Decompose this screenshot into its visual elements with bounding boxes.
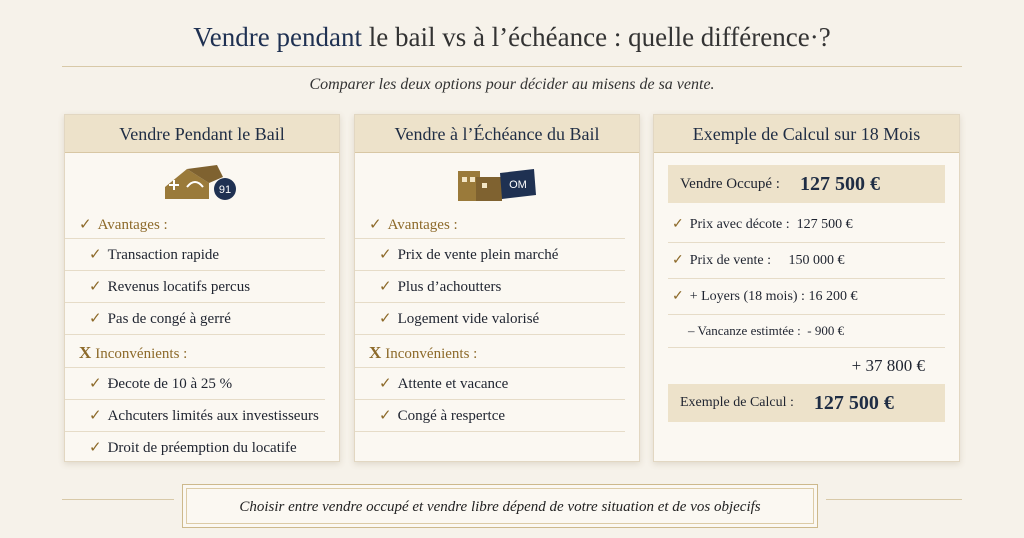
page-title: [0, 22, 1024, 53]
drawbacks-label: X Inconvénients :: [355, 335, 625, 368]
list-item: ✓ Pas de congé à gerré: [65, 303, 325, 335]
summary-label: Exemple de Calcul :: [680, 395, 794, 410]
title-strong: Vendre pendant: [193, 22, 362, 52]
calc-row: – Vancanze estimtée : - 900 €: [668, 315, 945, 348]
calc-row: ✓ Prix de vente : 150 000 €: [668, 243, 945, 279]
page-subtitle: Comparer les deux options pour décider au misens de sa vente.: [309, 76, 715, 93]
cross-icon: X: [79, 343, 92, 362]
svg-text:91: 91: [218, 184, 232, 196]
title-rest: le bail vs à l’échéance : quelle différence·?: [361, 22, 831, 52]
card-title: Vendre à l’Échéance du Bail: [355, 115, 639, 153]
summary-label: Vendre Occupé :: [680, 175, 780, 192]
footer-divider-right: [826, 499, 962, 500]
summary-value: 127 500 €: [813, 391, 894, 414]
card-sell-at-lease-end: [354, 114, 640, 462]
calc-total: + 37 800 €: [851, 356, 925, 375]
list-item: ✓ Achcuters limités aux investisseurs: [65, 400, 325, 432]
list-item: ✓ Plus d’achoutters: [355, 271, 625, 303]
list-item: ✓ Prix de vente plein marché: [355, 239, 625, 271]
list-item: ✓ Droit de préemption du locatife: [89, 440, 297, 456]
calc-row: ✓ + Loyers (18 mois) : 16 200 €: [668, 279, 945, 315]
footer-divider-left: [62, 499, 174, 500]
card-title: Vendre Pendant le Bail: [65, 115, 339, 153]
calc-row: ✓ Prix avec décote : 127 500 €: [668, 207, 945, 243]
header-divider: [62, 66, 962, 67]
occupied-sale-summary: [668, 165, 945, 203]
calc-example-summary: [668, 384, 945, 422]
svg-text:OM: OM: [509, 179, 527, 191]
list-item: ✓ Revenus locatifs percus: [65, 271, 325, 303]
card-calculation-example: [653, 114, 960, 462]
cross-icon: X: [369, 343, 382, 362]
card-sell-during-lease: [64, 114, 340, 462]
conclusion-banner: Choisir entre vendre occupé et vendre libre dépend de votre situation et de vos objecifs: [182, 484, 818, 528]
house-keys-icon: [157, 159, 247, 205]
list-item: ✓ Attente et vacance: [355, 368, 625, 400]
advantages-label: ✓ Avantages :: [355, 211, 625, 239]
list-item: ✓ Ðecote de 10 à 25 %: [65, 368, 325, 400]
buildings-icon: [452, 159, 542, 205]
card-title: Exemple de Calcul sur 18 Mois: [654, 115, 959, 153]
list-item: ✓ Transaction rapide: [65, 239, 325, 271]
list-item: ✓ Logement vide valorisé: [355, 303, 625, 335]
list-item: ✓ Congé à respertce: [355, 400, 625, 432]
drawbacks-label: X Inconvénients :: [65, 335, 325, 368]
advantages-label: ✓ Avantages :: [65, 211, 325, 239]
summary-value: 127 500 €: [799, 172, 880, 195]
